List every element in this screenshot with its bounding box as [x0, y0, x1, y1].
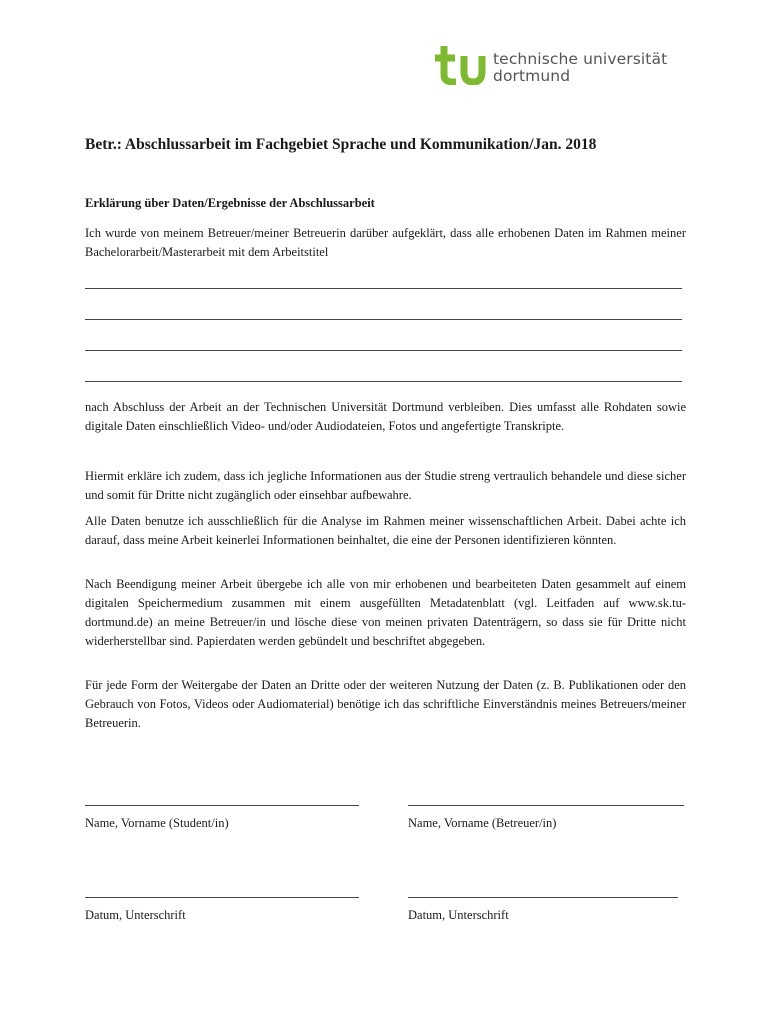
student-signature-line[interactable] — [85, 897, 359, 898]
fill-line-3[interactable] — [85, 350, 682, 351]
paragraph-data-scope: nach Abschluss der Arbeit an der Technischen Universität Dortmund verbleiben. Dies umfasst alle Rohdaten sowie digitale Daten einschließlich Video- und/oder Audiodateien, Fotos und angefertigte Transkripte. — [85, 400, 686, 433]
paragraph-confidentiality: Hiermit erkläre ich zudem, dass ich jegliche Informationen aus der Studie streng vertraulich behandele und diese sicher und somit für Dritte nicht zugänglich oder einsehbar aufbewahre. — [85, 469, 686, 502]
tu-logo-icon — [433, 45, 489, 85]
supervisor-date-label: Datum, Unterschrift — [408, 908, 509, 922]
section-heading: Erklärung über Daten/Ergebnisse der Abschlussarbeit — [85, 196, 375, 210]
fill-line-1[interactable] — [85, 288, 682, 289]
tu-dortmund-logo — [433, 45, 673, 85]
supervisor-name-label: Name, Vorname (Betreuer/in) — [408, 816, 557, 830]
paragraph-handover: Nach Beendigung meiner Arbeit übergebe ich alle von mir erhobenen und bearbeiteten Daten gesammelt auf einem digitalen Speichermedium zusammen mit einem ausgefüllten Metadatenblatt (vgl. Leitfaden auf www.sk.tu-dortmund.de) an meine Betreuer/in und lösche diese von meinen privaten Datenträgern, so dass sie für Dritte nicht widerherstellbar sind. Papierdaten werden gebündelt und beschriftet abgegeben. — [85, 577, 686, 648]
student-name-label: Name, Vorname (Student/in) — [85, 816, 229, 830]
paragraph-usage: Alle Daten benutze ich ausschließlich für die Analyse im Rahmen meiner wissenschaftlichen Arbeit. Dabei achte ich darauf, dass meine Arbeit keinerlei Informationen beinhaltet, die eine der Personen identifizieren könnten. — [85, 514, 686, 547]
fill-line-2[interactable] — [85, 319, 682, 320]
intro-paragraph: Ich wurde von meinem Betreuer/meiner Betreuerin darüber aufgeklärt, dass alle erhobenen Daten im Rahmen meiner Bachelorarbeit/Masterarbeit mit dem Arbeitstitel — [85, 226, 686, 259]
student-date-label: Datum, Unterschrift — [85, 908, 186, 922]
paragraph-consent: Für jede Form der Weitergabe der Daten an Dritte oder der weiteren Nutzung der Daten (z. B. Publikationen oder den Gebrauch von Fotos, Videos oder Audiomaterial) benötige ich das schriftliche Einverständnis meines Betreuers/meiner Betreuerin. — [85, 678, 686, 730]
logo-university-name: technische universität — [493, 50, 668, 68]
supervisor-name-line[interactable] — [408, 805, 684, 806]
document-title: Betr.: Abschlussarbeit im Fachgebiet Sprache und Kommunikation/Jan. 2018 — [85, 136, 597, 153]
logo-city: dortmund — [493, 67, 571, 85]
fill-line-4[interactable] — [85, 381, 682, 382]
supervisor-signature-line[interactable] — [408, 897, 678, 898]
student-name-line[interactable] — [85, 805, 359, 806]
